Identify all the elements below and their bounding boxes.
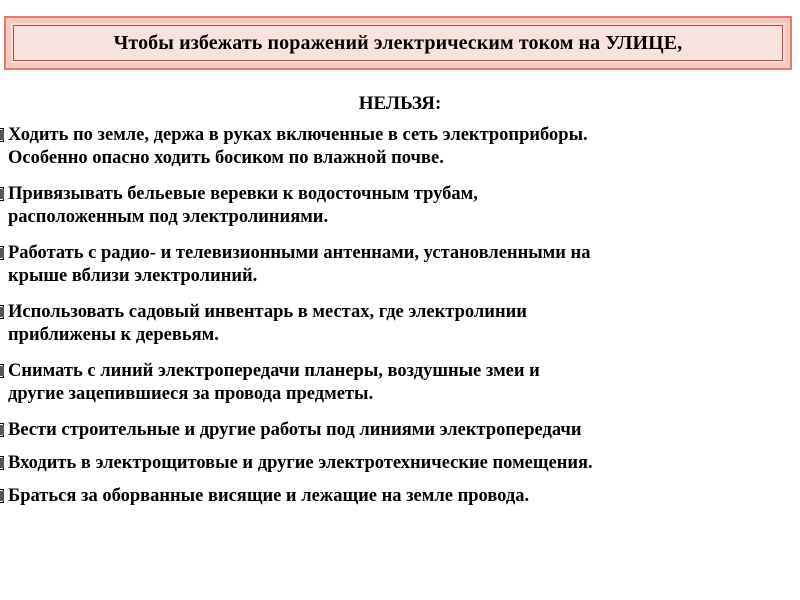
subtitle: НЕЛЬЗЯ: [358, 93, 442, 114]
box-bullet-icon [0, 305, 5, 319]
list-item [0, 419, 796, 442]
list-item-line2: приближены к деревьям. [8, 325, 219, 345]
title-banner [4, 16, 792, 70]
list-item [0, 301, 796, 347]
box-bullet-icon [0, 489, 5, 503]
list-item-line1: Ходить по земле, держа в руках включенные в сеть электроприборы. [8, 125, 588, 145]
list-item-line2: расположенным под электролиниями. [8, 207, 329, 227]
box-bullet-icon [0, 423, 5, 437]
list-item-line1: Снимать с линий электропередачи планеры, воздушные змеи и [8, 361, 540, 381]
list-item-line2: Особенно опасно ходить босиком по влажной почве. [8, 148, 444, 168]
list-item-line1: Браться за оборванные висящие и лежащие на земле провода. [8, 486, 530, 506]
list-item-line1: Входить в электрощитовые и другие электротехнические помещения. [8, 453, 593, 473]
page-title: Чтобы избежать поражений электрическим током на УЛИЦЕ, [113, 31, 683, 54]
list-item [0, 124, 796, 170]
list-item [0, 360, 796, 406]
list-item-line1: Работать с радио- и телевизионными антеннами, установленными на [8, 243, 591, 263]
list-item [0, 452, 796, 475]
list-item-line1: Использовать садовый инвентарь в местах, где электролинии [8, 302, 527, 322]
list-item-line1: Привязывать бельевые веревки к водосточным трубам, [8, 184, 478, 204]
box-bullet-icon [0, 456, 5, 470]
list-item-line2: крыше вблизи электролиний. [8, 266, 258, 286]
list-item [0, 183, 796, 229]
list-item-line1: Вести строительные и другие работы под линиями электропередачи [8, 420, 582, 440]
box-bullet-icon [0, 364, 5, 378]
box-bullet-icon [0, 128, 5, 142]
prohibitions-list [0, 124, 796, 518]
list-item [0, 485, 796, 508]
list-item [0, 242, 796, 288]
title-banner-inner [13, 25, 783, 61]
box-bullet-icon [0, 246, 5, 260]
list-item-line2: другие зацепившиеся за провода предметы. [8, 384, 374, 404]
box-bullet-icon [0, 187, 5, 201]
